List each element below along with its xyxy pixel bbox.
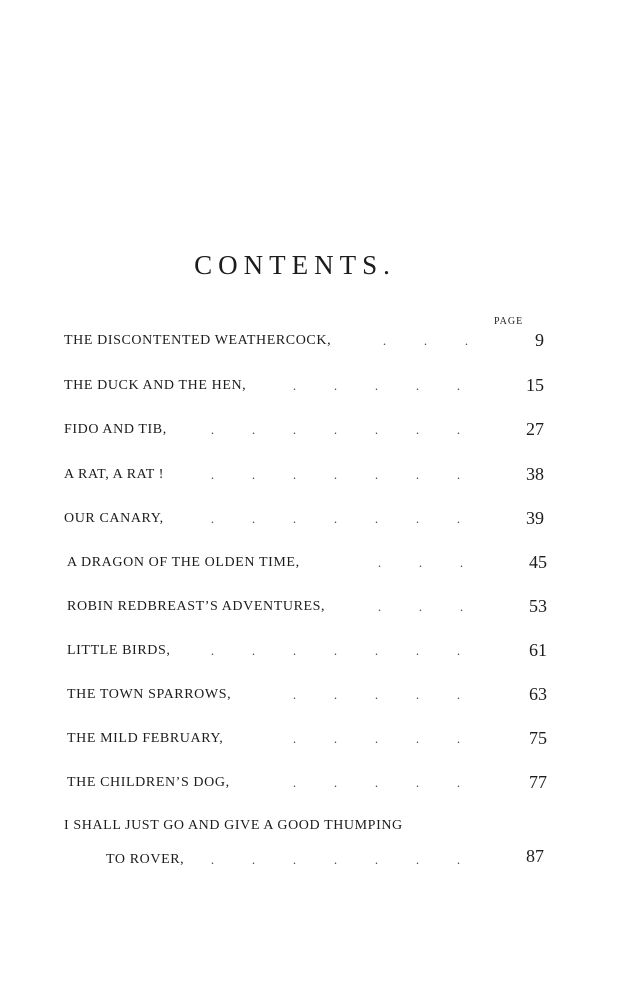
entry-page-number: 53 [529,596,547,616]
contents-entry [67,772,547,799]
entry-title: A RAT, A RAT ! [64,467,165,482]
entry-page-number: 15 [526,375,544,395]
contents-entry [67,552,547,579]
contents-entry [67,684,547,711]
entry-title: THE DISCONTENTED WEATHERCOCK, [64,333,332,348]
entry-page-number: 87 [526,846,544,866]
dot-leader: . . . . . [292,378,461,393]
contents-entry [64,419,544,446]
entry-page-number: 39 [526,508,544,528]
dot-leader: . . . . . . . [210,422,461,437]
dot-leader: . . . . . . . [210,511,461,526]
contents-entry [67,728,547,755]
contents-entry [64,508,544,535]
entry-title: LITTLE BIRDS, [67,643,171,658]
dot-leader: . . . . . . . [210,852,461,867]
contents-entry [64,375,544,402]
dot-leader: . . . . . [292,731,461,746]
entry-title: A DRAGON OF THE OLDEN TIME, [67,555,300,570]
entry-page-number: 61 [529,640,547,660]
entry-title: THE CHILDREN’S DOG, [67,775,230,790]
entry-page-number: 63 [529,684,547,704]
dot-leader: . . . . . [292,687,461,702]
entry-title: ROBIN REDBREAST’S ADVENTURES, [67,599,326,614]
contents-entry [64,464,544,491]
entry-page-number: 77 [529,772,547,792]
page-column-label: PAGE [494,316,524,327]
dot-leader: . . . [377,555,464,570]
contents-entry [67,640,547,667]
entry-title: THE MILD FEBRUARY, [67,731,224,746]
entry-title: FIDO AND TIB, [64,422,167,437]
dot-leader: . . . [382,333,469,348]
dot-leader: . . . . . . . [210,467,461,482]
entry-page-number: 45 [529,552,547,572]
entry-page-number: 27 [526,419,544,439]
dot-leader: . . . . . [292,775,461,790]
contents-heading: CONTENTS. [194,250,396,280]
contents-entry [64,330,544,357]
contents-entry [64,818,544,878]
entry-title-continued: TO ROVER, [106,852,185,867]
entry-page-number: 9 [535,330,544,350]
dot-leader: . . . . . . . [210,643,461,658]
contents-entry [67,596,547,623]
entry-page-number: 38 [526,464,544,484]
dot-leader: . . . [377,599,464,614]
entry-title: THE TOWN SPARROWS, [67,687,232,702]
entry-title: OUR CANARY, [64,511,164,526]
entry-title: I SHALL JUST GO AND GIVE A GOOD THUMPING [64,818,403,833]
entry-page-number: 75 [529,728,547,748]
entry-title: THE DUCK AND THE HEN, [64,378,247,393]
